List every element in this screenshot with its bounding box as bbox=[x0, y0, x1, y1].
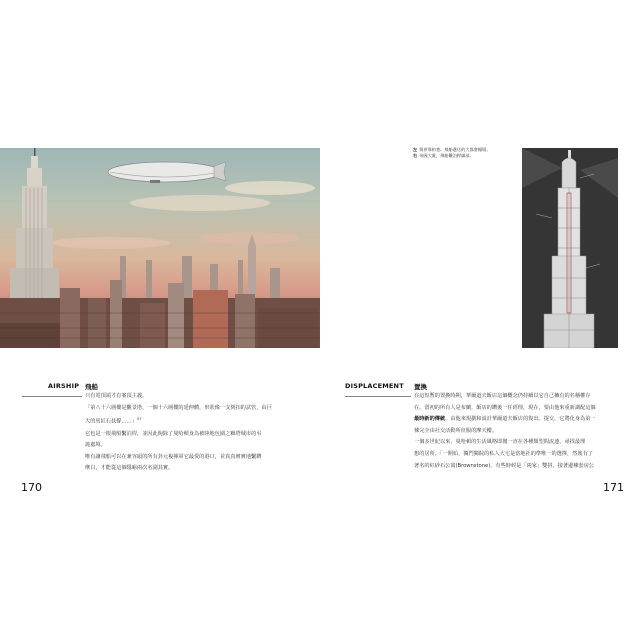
caption-left: 左 與停靠柏巷。飛船遞送的大都會檯場。 bbox=[413, 147, 491, 152]
paragraph-line bbox=[414, 414, 596, 426]
displacement-body-text bbox=[414, 391, 596, 472]
paragraph-line: 「第八十六層樓是觀景塔，一個十六層樓的延伸體，形狀像一支倒扣的試管，由巨 bbox=[85, 404, 272, 411]
paragraph-line: 想的居所。「一開始，獨門獨院的私人大宅是當地社的準唯一的選擇，然後有了 bbox=[414, 450, 593, 457]
page-number-left: 170 bbox=[21, 481, 42, 494]
paragraph-line: 摩白，才能從這個隱喻兩次名副其實。 bbox=[85, 465, 174, 472]
paragraph-line: 著名的紅砂石公寓(Brownstone)，有些時候是「兩家」雙拼，接著邊棟套房公 bbox=[414, 462, 594, 469]
airship-skyline-photo bbox=[0, 148, 320, 348]
caption-right: 右 帝國大廈，飛船繫泊桿細部。 bbox=[413, 153, 474, 159]
paragraph-line-rest: ，由他來規劃和設計華爾道夫飯店的復出。提交，它將化身為第一 bbox=[445, 416, 596, 423]
right-heading-rule bbox=[345, 396, 411, 397]
left-heading-rule bbox=[22, 396, 82, 397]
paragraph-line: 它也是一根飛船繫泊桿，並因此淘除了曼哈頓身為被陸地包圍之癥塔城市的弔 bbox=[85, 430, 262, 437]
displacement-section-title: 置換 bbox=[414, 383, 427, 391]
paragraph-line: 在這短暫的置換時期，華爾道夫飯店這個概念仍持續以它自己擁有的名稱權存 bbox=[414, 393, 591, 399]
airship-section-title: 飛船 bbox=[85, 383, 98, 391]
paragraph-line: 大的馬紅石扶撐……」$^{57}$ bbox=[85, 417, 142, 425]
airship-section-label: AIRSHIP bbox=[48, 382, 80, 390]
airship-body-text bbox=[85, 391, 272, 475]
paragraph-line: 唯有讓飛船可以在兼容頭的所有卦元複揮軍它最愛的港口，並真真實實地繫鑽 bbox=[85, 453, 262, 460]
mooring-mast-diagram bbox=[522, 148, 618, 348]
bold-phrase: 最時新的傳統 bbox=[414, 416, 446, 423]
figure-captions bbox=[413, 147, 517, 159]
paragraph-line: 詭處境。 bbox=[85, 442, 106, 449]
skyline-illustration bbox=[0, 148, 320, 348]
mast-cutaway-illustration bbox=[522, 148, 618, 348]
page-number-right: 171 bbox=[603, 481, 624, 494]
paragraph-line: 棟完全由社交活動所征服的摩天樓。 bbox=[414, 427, 498, 434]
zeppelin-shape bbox=[108, 162, 226, 183]
paragraph-line: 一個多世紀以來，曼哈頓的生活風格即拋一直在各種類型間流連，尋找最理 bbox=[414, 439, 586, 446]
paragraph-line: 只有電頂端才有案頂主義。 bbox=[85, 393, 148, 399]
paragraph-line: 在。當初的所有人是布蘭，飯店的鑽後一任經理，現在，要由他來重新調配這個 bbox=[414, 404, 596, 411]
footnote-marker: 57 bbox=[136, 417, 142, 422]
displacement-section-label: DISPLACEMENT bbox=[345, 382, 404, 390]
